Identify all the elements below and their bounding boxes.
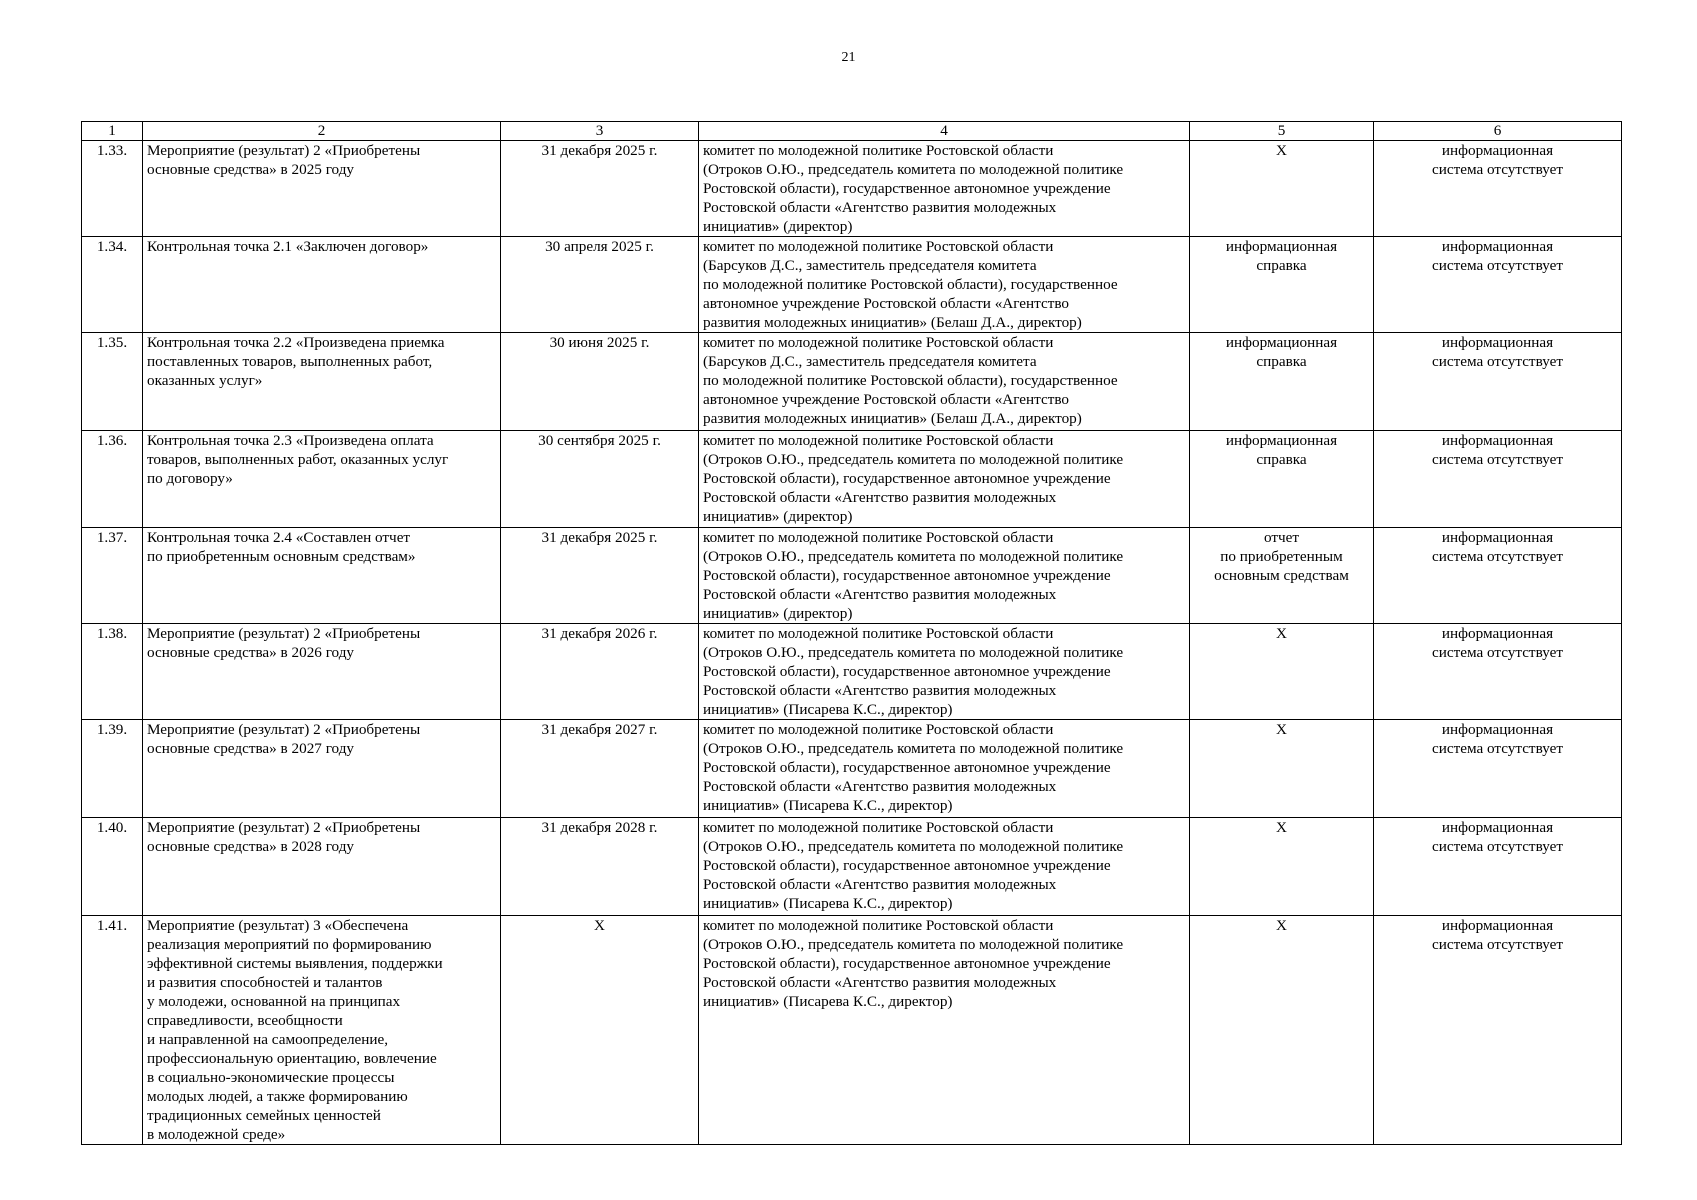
page-number: 21 — [841, 50, 856, 65]
confirming-document: Х — [1190, 720, 1374, 818]
table-row — [82, 141, 1622, 237]
responsible-executor: комитет по молодежной политике Ростовской области (Барсуков Д.С., заместитель председателя комитета по молодежной политике Ростовской области), государственное автономное учреждение Ростовской области «Агентство развития молодежных инициатив» (Белаш Д.А., директор) — [699, 333, 1190, 431]
header-col-2: 2 — [143, 122, 501, 141]
deadline-date: 30 июня 2025 г. — [501, 333, 699, 431]
information-system: информационная система отсутствует — [1374, 916, 1622, 1145]
table-row — [82, 720, 1622, 818]
event-name: Контрольная точка 2.4 «Составлен отчет по приобретенным основным средствам» — [143, 528, 501, 624]
event-name: Контрольная точка 2.1 «Заключен договор» — [143, 237, 501, 333]
responsible-executor: комитет по молодежной политике Ростовской области (Отроков О.Ю., председатель комитета по молодежной политике Ростовской области), государственное автономное учреждение Ростовской области «Агентство развития молодежных инициатив» (директор) — [699, 528, 1190, 624]
confirming-document: информационная справка — [1190, 431, 1374, 528]
deadline-date: 31 декабря 2025 г. — [501, 141, 699, 237]
information-system: информационная система отсутствует — [1374, 720, 1622, 818]
table-row — [82, 624, 1622, 720]
deadline-date: 31 декабря 2027 г. — [501, 720, 699, 818]
row-number: 1.35. — [82, 333, 143, 431]
header-col-5: 5 — [1190, 122, 1374, 141]
deadline-date: 31 декабря 2026 г. — [501, 624, 699, 720]
row-number: 1.33. — [82, 141, 143, 237]
responsible-executor: комитет по молодежной политике Ростовской области (Отроков О.Ю., председатель комитета по молодежной политике Ростовской области), государственное автономное учреждение Ростовской области «Агентство развития молодежных инициатив» (Писарева К.С., директор) — [699, 720, 1190, 818]
event-name: Контрольная точка 2.3 «Произведена оплата товаров, выполненных работ, оказанных услуг по договору» — [143, 431, 501, 528]
responsible-executor: комитет по молодежной политике Ростовской области (Отроков О.Ю., председатель комитета по молодежной политике Ростовской области), государственное автономное учреждение Ростовской области «Агентство развития молодежных инициатив» (Писарева К.С., директор) — [699, 916, 1190, 1145]
row-number: 1.40. — [82, 818, 143, 916]
header-col-3: 3 — [501, 122, 699, 141]
information-system: информационная система отсутствует — [1374, 141, 1622, 237]
table-row — [82, 528, 1622, 624]
information-system: информационная система отсутствует — [1374, 431, 1622, 528]
event-name: Мероприятие (результат) 3 «Обеспечена реализация мероприятий по формированию эффективной системы выявления, поддержки и развития способностей и талантов у молодежи, основанной на принципах справедливости, всеобщности и направленной на самоопределение, профессиональную ориентацию, вовлечение в социально-экономические процессы молодых людей, а также формированию традиционных семейных ценностей в молодежной среде» — [143, 916, 501, 1145]
deadline-date: 31 декабря 2025 г. — [501, 528, 699, 624]
row-number: 1.39. — [82, 720, 143, 818]
event-name: Мероприятие (результат) 2 «Приобретены основные средства» в 2028 году — [143, 818, 501, 916]
responsible-executor: комитет по молодежной политике Ростовской области (Барсуков Д.С., заместитель председателя комитета по молодежной политике Ростовской области), государственное автономное учреждение Ростовской области «Агентство развития молодежных инициатив» (Белаш Д.А., директор) — [699, 237, 1190, 333]
responsible-executor: комитет по молодежной политике Ростовской области (Отроков О.Ю., председатель комитета по молодежной политике Ростовской области), государственное автономное учреждение Ростовской области «Агентство развития молодежных инициатив» (директор) — [699, 431, 1190, 528]
event-name: Мероприятие (результат) 2 «Приобретены основные средства» в 2025 году — [143, 141, 501, 237]
event-name: Контрольная точка 2.2 «Произведена приемка поставленных товаров, выполненных работ, оказанных услуг» — [143, 333, 501, 431]
row-number: 1.37. — [82, 528, 143, 624]
confirming-document: Х — [1190, 818, 1374, 916]
header-col-4: 4 — [699, 122, 1190, 141]
control-points-table — [81, 121, 1622, 1145]
information-system: информационная система отсутствует — [1374, 624, 1622, 720]
confirming-document: информационная справка — [1190, 237, 1374, 333]
event-name: Мероприятие (результат) 2 «Приобретены основные средства» в 2026 году — [143, 624, 501, 720]
information-system: информационная система отсутствует — [1374, 333, 1622, 431]
confirming-document: Х — [1190, 141, 1374, 237]
row-number: 1.36. — [82, 431, 143, 528]
table-row — [82, 431, 1622, 528]
responsible-executor: комитет по молодежной политике Ростовской области (Отроков О.Ю., председатель комитета по молодежной политике Ростовской области), государственное автономное учреждение Ростовской области «Агентство развития молодежных инициатив» (Писарева К.С., директор) — [699, 818, 1190, 916]
event-name: Мероприятие (результат) 2 «Приобретены основные средства» в 2027 году — [143, 720, 501, 818]
deadline-date: Х — [501, 916, 699, 1145]
information-system: информационная система отсутствует — [1374, 237, 1622, 333]
header-col-6: 6 — [1374, 122, 1622, 141]
row-number: 1.34. — [82, 237, 143, 333]
row-number: 1.38. — [82, 624, 143, 720]
deadline-date: 30 сентября 2025 г. — [501, 431, 699, 528]
row-number: 1.41. — [82, 916, 143, 1145]
table-row — [82, 333, 1622, 431]
confirming-document: Х — [1190, 624, 1374, 720]
responsible-executor: комитет по молодежной политике Ростовской области (Отроков О.Ю., председатель комитета по молодежной политике Ростовской области), государственное автономное учреждение Ростовской области «Агентство развития молодежных инициатив» (Писарева К.С., директор) — [699, 624, 1190, 720]
table-row — [82, 237, 1622, 333]
information-system: информационная система отсутствует — [1374, 818, 1622, 916]
table-header — [82, 122, 1622, 141]
information-system: информационная система отсутствует — [1374, 528, 1622, 624]
deadline-date: 30 апреля 2025 г. — [501, 237, 699, 333]
header-row — [82, 122, 1622, 141]
table-row — [82, 818, 1622, 916]
confirming-document: отчет по приобретенным основным средствам — [1190, 528, 1374, 624]
header-col-1: 1 — [82, 122, 143, 141]
responsible-executor: комитет по молодежной политике Ростовской области (Отроков О.Ю., председатель комитета по молодежной политике Ростовской области), государственное автономное учреждение Ростовской области «Агентство развития молодежных инициатив» (директор) — [699, 141, 1190, 237]
confirming-document: Х — [1190, 916, 1374, 1145]
confirming-document: информационная справка — [1190, 333, 1374, 431]
deadline-date: 31 декабря 2028 г. — [501, 818, 699, 916]
table-row — [82, 916, 1622, 1145]
table-body — [82, 141, 1622, 1145]
